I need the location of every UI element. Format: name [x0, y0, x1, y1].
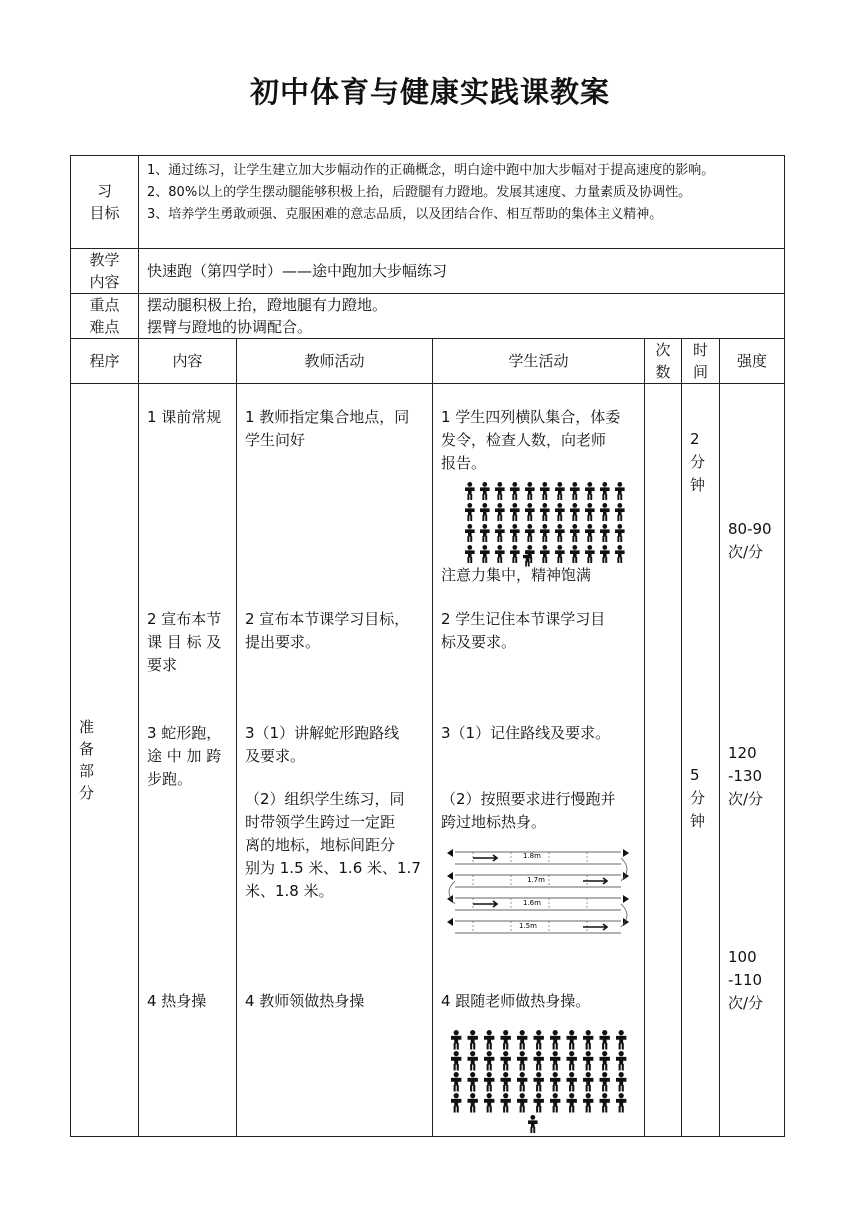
step4-content: 4 热身操	[147, 992, 207, 1010]
student-figure-icon	[501, 1093, 511, 1113]
student-figure-icon	[600, 482, 610, 500]
section-cell	[71, 384, 139, 1137]
step2-teacher: 2 宣布本节课学习目标， 提出要求。	[245, 610, 410, 651]
student-figure-icon	[583, 1051, 593, 1071]
step3-content: 3 蛇形跑， 途 中 加 跨 步跑。	[147, 724, 222, 788]
student-figure-icon	[480, 503, 490, 521]
student-figure-icon	[510, 545, 520, 563]
content-row	[71, 249, 785, 294]
student-figure-icon	[451, 1051, 461, 1071]
student-figure-icon	[616, 1030, 626, 1050]
student-figure-icon	[570, 482, 580, 500]
student-figure-icon	[534, 1072, 544, 1092]
student-figure-icon	[555, 545, 565, 563]
student-figure-icon	[517, 1072, 527, 1092]
student-figure-icon	[525, 503, 535, 521]
run-arrow-icon	[473, 901, 497, 907]
count-cell	[645, 384, 682, 1137]
flag-icon	[623, 895, 629, 903]
student-figure-icon	[501, 1030, 511, 1050]
student-figure-icon	[534, 1051, 544, 1071]
student-figure-icon	[517, 1093, 527, 1113]
student-figure-icon	[534, 1030, 544, 1050]
student-figure-icon	[583, 1093, 593, 1113]
student-figure-icon	[468, 1072, 478, 1092]
student-figure-icon	[600, 1030, 610, 1050]
student-figure-icon	[484, 1051, 494, 1071]
distance-label-1-5m: 1.5m	[519, 922, 537, 930]
flag-icon	[447, 918, 453, 926]
student-figure-icon	[480, 524, 490, 542]
student-figure-icon	[540, 482, 550, 500]
student-figure-icon	[570, 545, 580, 563]
student-figure-icon	[517, 1030, 527, 1050]
run-arrow-icon	[583, 878, 607, 884]
goals-label: 习 目标	[71, 156, 139, 249]
lesson-plan-table	[70, 155, 785, 1137]
student-figure-icon	[567, 1072, 577, 1092]
student-figure-icon	[501, 1051, 511, 1071]
leader-figure-icon	[527, 1114, 543, 1134]
header-student: 学生活动	[433, 339, 645, 384]
goal-item-2: 2、80%以上的学生摆动腿能够积极上抬，后蹬腿有力蹬地。发展其速度、力量素质及协调性。	[147, 185, 692, 200]
step4-teacher: 4 教师领做热身操	[245, 992, 365, 1010]
student-figure-icon	[616, 1051, 626, 1071]
student-figure-icon	[550, 1051, 560, 1071]
header-count: 次 数	[645, 339, 682, 384]
student-figure-icon	[501, 1072, 511, 1092]
header-time: 时 间	[682, 339, 720, 384]
student-figure-icon	[510, 503, 520, 521]
flag-icon	[447, 849, 453, 857]
step4-student: 4 跟随老师做热身操。	[441, 992, 591, 1010]
goals-text	[139, 156, 785, 249]
student-figure-icon	[615, 524, 625, 542]
student-figure-icon	[555, 524, 565, 542]
step1-content: 1 课前常规	[147, 408, 222, 426]
student-figure-icon	[534, 1093, 544, 1113]
intensity-1: 80-90 次/分	[728, 520, 772, 561]
time-2: 5 分 钟	[690, 766, 706, 830]
student-figure-icon	[600, 503, 610, 521]
student-figure-icon	[484, 1093, 494, 1113]
run-arrow-icon	[583, 924, 607, 930]
student-figure-icon	[480, 482, 490, 500]
student-figure-icon	[465, 524, 475, 542]
student-figure-icon	[465, 545, 475, 563]
student-figure-icon	[600, 1093, 610, 1113]
student-figure-icon	[616, 1072, 626, 1092]
header-procedure: 程序	[71, 339, 139, 384]
header-row	[71, 339, 785, 384]
student-figure-icon	[555, 482, 565, 500]
intensity-2: 120 -130 次/分	[728, 744, 764, 808]
student-figure-icon	[468, 1093, 478, 1113]
distance-label-1-6m: 1.6m	[523, 899, 541, 907]
distance-label-1-8m: 1.8m	[523, 852, 541, 860]
student-figure-icon	[567, 1093, 577, 1113]
student-figure-icon	[484, 1072, 494, 1092]
student-figure-icon	[465, 503, 475, 521]
student-figure-icon	[550, 1030, 560, 1050]
student-figure-icon	[480, 545, 490, 563]
student-figure-icon	[585, 482, 595, 500]
student-figure-icon	[583, 1030, 593, 1050]
student-figure-icon	[510, 482, 520, 500]
snake-run-diagram	[443, 842, 633, 938]
time-1: 2 分 钟	[690, 430, 706, 494]
student-figure-icon	[583, 1072, 593, 1092]
flag-icon	[623, 849, 629, 857]
time-cell	[682, 384, 720, 1137]
distance-label-1-7m: 1.7m	[527, 876, 545, 884]
student-figure-icon	[495, 482, 505, 500]
student-figure-icon	[600, 545, 610, 563]
student-figure-icon	[616, 1093, 626, 1113]
student-figure-icon	[600, 1051, 610, 1071]
student-figure-icon	[540, 545, 550, 563]
content-text: 快速跑（第四学时）——途中跑加大步幅练习	[139, 249, 785, 294]
student-figure-icon	[517, 1051, 527, 1071]
content-cell	[139, 384, 237, 1137]
student-figure-icon	[465, 482, 475, 500]
content-label: 教学 内容	[71, 249, 139, 294]
student-figure-icon	[600, 524, 610, 542]
run-arrow-icon	[473, 855, 497, 861]
flag-icon	[447, 872, 453, 880]
formation-diagram-1	[461, 480, 641, 570]
step3-student-a: 3（1）记住路线及要求。	[441, 724, 611, 742]
teacher-cell	[237, 384, 433, 1137]
key-points-text: 摆动腿积极上抬，蹬地腿有力蹬地。 摆臂与蹬地的协调配合。	[139, 294, 785, 339]
key-points-label: 重点 难点	[71, 294, 139, 339]
student-figure-icon	[468, 1051, 478, 1071]
key-points-row	[71, 294, 785, 339]
step3-student-b: （2）按照要求进行慢跑并 跨过地标热身。	[441, 790, 616, 831]
step1-teacher: 1 教师指定集合地点，同 学生问好	[245, 408, 410, 449]
student-figure-icon	[451, 1030, 461, 1050]
intensity-3: 100 -110 次/分	[728, 948, 764, 1012]
page-title: 初中体育与健康实践课教案	[249, 75, 610, 109]
student-figure-icon	[615, 482, 625, 500]
student-figure-icon	[495, 503, 505, 521]
student-figure-icon	[495, 545, 505, 563]
student-figure-icon	[540, 503, 550, 521]
student-figure-icon	[540, 524, 550, 542]
step2-content: 2 宣布本节 课 目 标 及 要求	[147, 610, 222, 674]
student-cell	[433, 384, 645, 1137]
student-figure-icon	[567, 1030, 577, 1050]
step3-teacher-b: （2）组织学生练习，同 时带领学生跨过一定距 离的地标，地标间距分 别为 1.5 米、1.6 米、1.7 米、1.8 米。	[245, 790, 421, 900]
student-figure-icon	[495, 524, 505, 542]
student-figure-icon	[550, 1093, 560, 1113]
student-figure-icon	[451, 1072, 461, 1092]
section-label: 准 备 部 分	[79, 718, 95, 802]
student-figure-icon	[570, 503, 580, 521]
goal-item-3: 3、培养学生勇敢顽强、克服困难的意志品质，以及团结合作、相互帮助的集体主义精神。	[147, 207, 663, 222]
student-figure-icon	[510, 524, 520, 542]
student-figure-icon	[555, 503, 565, 521]
step2-student: 2 学生记住本节课学习目 标及要求。	[441, 610, 606, 651]
header-intensity: 强度	[720, 339, 785, 384]
student-figure-icon	[585, 545, 595, 563]
student-figure-icon	[585, 503, 595, 521]
goals-row	[71, 156, 785, 249]
student-figure-icon	[600, 1072, 610, 1092]
step3-teacher-a: 3（1）讲解蛇形跑路线 及要求。	[245, 724, 400, 765]
goal-item-1: 1、通过练习，让学生建立加大步幅动作的正确概念，明白途中跑中加大步幅对于提高速度的影响。	[147, 163, 715, 178]
student-figure-icon	[570, 524, 580, 542]
leader-figure-icon	[528, 1115, 538, 1133]
prep-section-row	[71, 384, 785, 1137]
student-figure-icon	[484, 1030, 494, 1050]
step1-student: 1 学生四列横队集合，体委 发令，检查人数，向老师 报告。	[441, 408, 621, 472]
student-figure-icon	[468, 1030, 478, 1050]
student-figure-icon	[525, 524, 535, 542]
header-content: 内容	[139, 339, 237, 384]
step1-student-note: 注意力集中，精神饱满	[441, 566, 592, 584]
student-figure-icon	[451, 1093, 461, 1113]
student-figure-icon	[585, 524, 595, 542]
student-figure-icon	[615, 503, 625, 521]
formation-diagram-2	[449, 1028, 633, 1114]
student-figure-icon	[615, 545, 625, 563]
intensity-cell	[720, 384, 785, 1137]
header-teacher: 教师活动	[237, 339, 433, 384]
student-figure-icon	[550, 1072, 560, 1092]
student-figure-icon	[567, 1051, 577, 1071]
student-figure-icon	[525, 482, 535, 500]
